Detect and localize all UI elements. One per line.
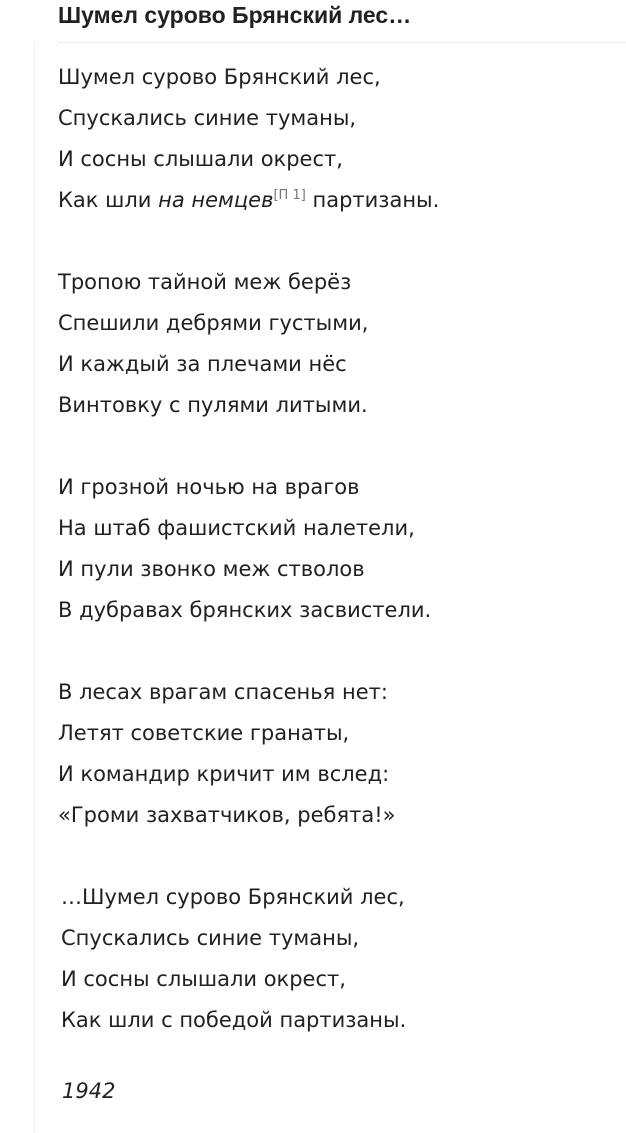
poem-line: Как шли с победой партизаны.: [61, 1008, 407, 1032]
stanza-5: [58, 877, 618, 1041]
poem-line: В дубравах брянских засвистели.: [58, 598, 432, 622]
italic-phrase: на немцев: [158, 188, 274, 212]
heading-title: Шумел сурово Брянский лес…: [58, 2, 412, 28]
poem-line: На штаб фашистский налетели,: [58, 516, 415, 540]
poem-line: И каждый за плечами нёс: [58, 352, 347, 376]
poem-line: И командир кричит им вслед:: [58, 762, 390, 786]
line-text: Как шли: [58, 188, 159, 212]
poem-line: …Шумел сурово Брянский лес,: [61, 885, 405, 909]
poem-line: Спускались синие туманы,: [61, 926, 360, 950]
poem-text: [58, 57, 618, 1082]
poem-line: И грозной ночью на врагов: [58, 475, 360, 499]
line-text: партизаны.: [305, 188, 440, 212]
section-heading: [58, 0, 626, 43]
stanza-4: [58, 672, 618, 836]
poem-line: В лесах врагам спасенья нет:: [58, 680, 388, 704]
poem-line: И сосны слышали окрест,: [58, 147, 343, 171]
poem-line: Спускались синие туманы,: [58, 106, 357, 130]
poem-line: И пули звонко меж стволов: [58, 557, 365, 581]
poem-line: «Громи захватчиков, ребята!»: [58, 803, 396, 827]
poem-line: Летят советские гранаты,: [58, 721, 350, 745]
poem-line: Шумел сурово Брянский лес,: [58, 65, 381, 89]
poem-year: 1942: [62, 1079, 116, 1103]
poem-line: Винтовку с пулями литыми.: [58, 393, 368, 417]
footnote-reference-link[interactable]: [П 1]: [273, 188, 306, 203]
poem-line: Тропою тайной меж берёз: [58, 270, 352, 294]
stanza-1: [58, 57, 618, 221]
poem-line-with-reference: [58, 180, 618, 221]
left-border: [34, 42, 35, 1133]
poem-line: Спешили дебрями густыми,: [58, 311, 369, 335]
stanza-3: [58, 467, 618, 631]
stanza-2: [58, 262, 618, 426]
poem-line: И сосны слышали окрест,: [61, 967, 346, 991]
